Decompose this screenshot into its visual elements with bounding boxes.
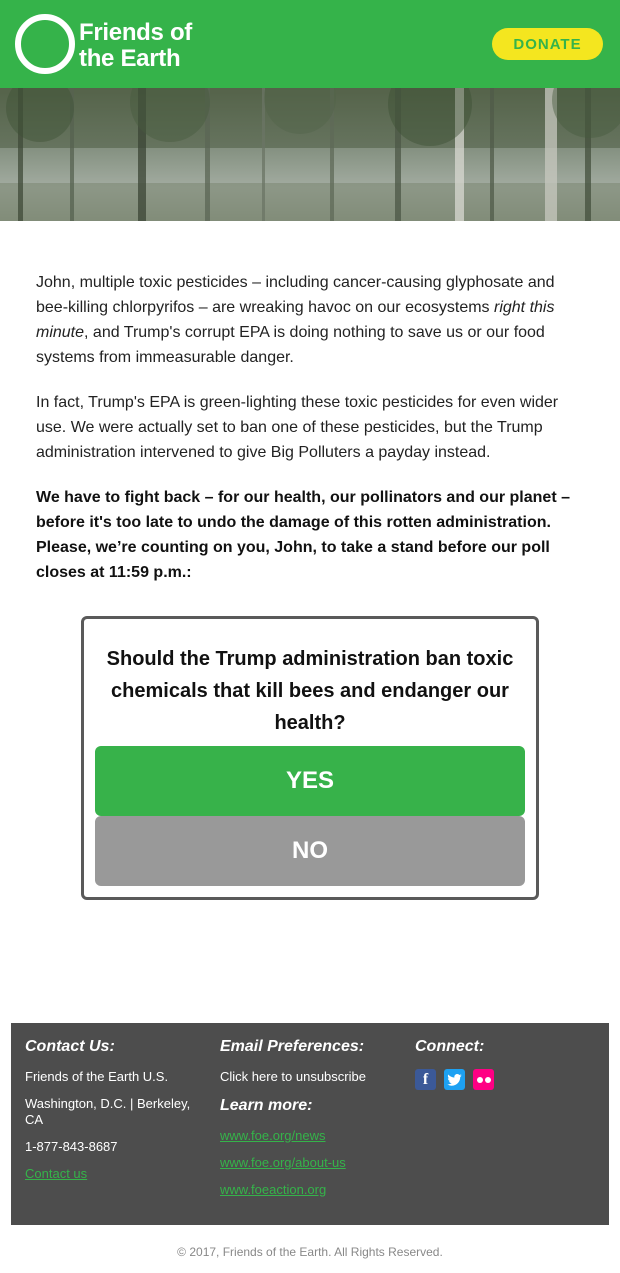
paragraph-3-callout: We have to fight back – for our health, our pollinators and our planet – before it's too late to undo the damage of this rotten administration. Please, we’re counting on you, John, to take a stand before our poll closes at 11:59 p.m.: (36, 489, 570, 581)
header (0, 0, 620, 88)
foe-about-link[interactable]: www.foe.org/about-us (220, 1155, 346, 1170)
poll-yes-button[interactable]: YES (95, 746, 525, 816)
paragraph-2: In fact, Trump's EPA is green-lighting these toxic pesticides for even wider use. We were actually set to ban one of these pesticides, but the Trump administration intervened to give Big Polluters a payday instead. (36, 394, 559, 461)
paragraph-1 (36, 270, 584, 370)
unsubscribe-link[interactable]: Click here to unsubscribe (220, 1069, 366, 1084)
foe-action-link[interactable]: www.foeaction.org (220, 1182, 327, 1197)
email-preferences-heading: Email Preferences: (220, 1038, 365, 1055)
donate-button[interactable]: DONATE (492, 28, 603, 60)
foe-news-link[interactable]: www.foe.org/news (220, 1128, 326, 1143)
org-address: Washington, D.C. | Berkeley, CA (25, 1096, 191, 1127)
email-body (36, 270, 584, 605)
flickr-icon[interactable] (473, 1069, 494, 1090)
twitter-icon[interactable] (444, 1069, 465, 1090)
friends-of-the-earth-logo[interactable] (15, 14, 235, 76)
hero-forest-image (0, 88, 620, 221)
poll-box (81, 616, 539, 900)
connect-heading: Connect: (415, 1038, 485, 1055)
social-icons (415, 1069, 595, 1090)
p1-text-end: , and Trump's corrupt EPA is doing nothing to save us or our food systems from immeasurable danger. (36, 324, 545, 366)
footer-preferences-column (220, 1037, 400, 1209)
footer-contact-column (25, 1037, 205, 1193)
logo-text (79, 20, 192, 72)
learn-more-heading: Learn more: (220, 1097, 313, 1114)
p1-emphasis: right this minute (36, 299, 555, 341)
poll-no-button[interactable]: NO (95, 816, 525, 886)
forest-illustration (0, 88, 620, 221)
twitter-bird-icon (447, 1074, 462, 1086)
logo-line-1: Friends of (79, 19, 193, 46)
p1-text-start: John, multiple toxic pesticides – including cancer-causing glyphosate and bee-killing chlorpyrifos – are wreaking havoc on our ecosystems (36, 274, 555, 316)
org-name: Friends of the Earth U.S. (25, 1069, 169, 1084)
contact-heading: Contact Us: (25, 1038, 115, 1055)
footer (11, 1023, 609, 1225)
contact-us-link[interactable]: Contact us (25, 1166, 88, 1181)
poll-question: Should the Trump administration ban toxic chemicals that kill bees and endanger our health? (106, 648, 514, 734)
logo-ring-icon (15, 14, 75, 74)
footer-connect-column (415, 1037, 595, 1090)
org-phone: 1-877-843-8687 (25, 1139, 118, 1154)
facebook-icon[interactable]: f (415, 1069, 436, 1090)
copyright-notice: © 2017, Friends of the Earth. All Rights Reserved. (177, 1245, 443, 1259)
logo-line-2: the Earth (79, 45, 181, 72)
